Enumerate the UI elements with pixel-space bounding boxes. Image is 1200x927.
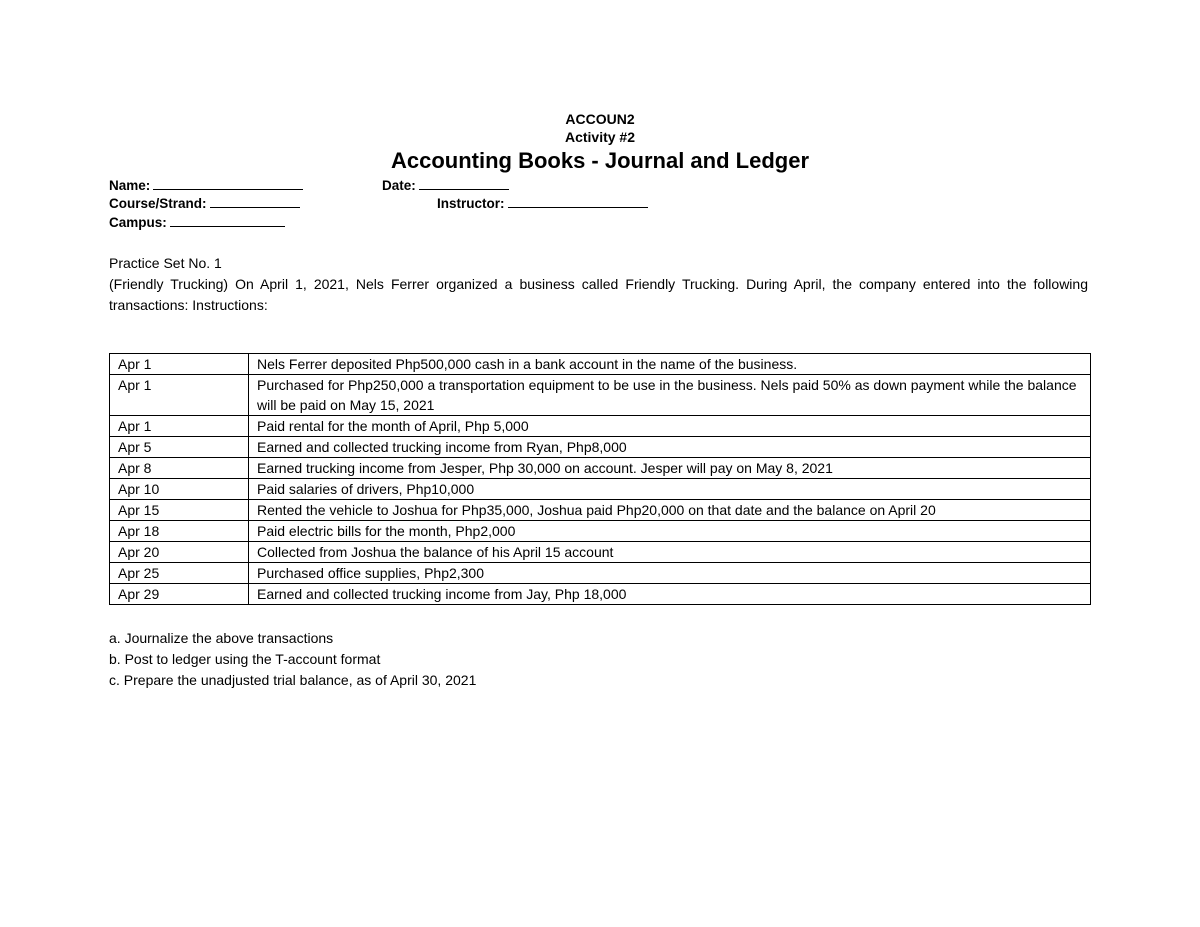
table-row <box>110 437 1091 458</box>
transaction-date: Apr 15 <box>110 500 249 521</box>
name-blank <box>153 176 303 190</box>
transaction-date: Apr 1 <box>110 416 249 437</box>
table-row <box>110 521 1091 542</box>
name-label: Name: <box>109 178 151 193</box>
date-label: Date: <box>382 178 416 193</box>
transaction-date: Apr 10 <box>110 479 249 500</box>
course-strand-blank <box>210 194 300 208</box>
transaction-description: Rented the vehicle to Joshua for Php35,000, Joshua paid Php20,000 on that date and the balance on April 20 <box>249 500 1091 521</box>
problem-description: (Friendly Trucking) On April 1, 2021, Nels Ferrer organized a business called Friendly Trucking. During April, the company entered into the following transactions: Instructions: <box>109 276 1088 313</box>
transaction-description: Purchased for Php250,000 a transportation equipment to be use in the business. Nels paid 50% as down payment while the balance will be paid on May 15, 2021 <box>249 375 1091 416</box>
task-journalize: a. Journalize the above transactions <box>109 630 334 646</box>
instructor-blank <box>508 194 648 208</box>
transaction-date: Apr 25 <box>110 563 249 584</box>
date-field <box>382 176 509 195</box>
table-row <box>110 416 1091 437</box>
table-row <box>110 500 1091 521</box>
transaction-date: Apr 18 <box>110 521 249 542</box>
activity-number: Activity #2 <box>564 129 636 145</box>
transaction-date: Apr 1 <box>110 375 249 416</box>
task-trial-balance: c. Prepare the unadjusted trial balance, as of April 30, 2021 <box>109 672 477 688</box>
course-strand-label: Course/Strand: <box>109 196 207 211</box>
transaction-date: Apr 8 <box>110 458 249 479</box>
table-row <box>110 479 1091 500</box>
transaction-date: Apr 5 <box>110 437 249 458</box>
transaction-description: Earned and collected trucking income from Ryan, Php8,000 <box>249 437 1091 458</box>
transaction-description: Paid electric bills for the month, Php2,000 <box>249 521 1091 542</box>
campus-blank <box>170 213 285 227</box>
transaction-date: Apr 1 <box>110 354 249 375</box>
transaction-date: Apr 29 <box>110 584 249 605</box>
transaction-date: Apr 20 <box>110 542 249 563</box>
page-title: Accounting Books - Journal and Ledger <box>390 148 810 173</box>
campus-label: Campus: <box>109 215 167 230</box>
transaction-description: Paid rental for the month of April, Php 5,000 <box>249 416 1091 437</box>
task-post-ledger: b. Post to ledger using the T-account format <box>109 651 381 667</box>
table-row <box>110 584 1091 605</box>
transaction-description: Collected from Joshua the balance of his April 15 account <box>249 542 1091 563</box>
transaction-description: Earned and collected trucking income from Jay, Php 18,000 <box>249 584 1091 605</box>
campus-field <box>109 213 285 232</box>
instructor-label: Instructor: <box>437 196 505 211</box>
table-row <box>110 375 1091 416</box>
course-code: ACCOUN2 <box>565 111 635 127</box>
transaction-description: Paid salaries of drivers, Php10,000 <box>249 479 1091 500</box>
table-row <box>110 458 1091 479</box>
transaction-description: Nels Ferrer deposited Php500,000 cash in a bank account in the name of the business. <box>249 354 1091 375</box>
name-field <box>109 176 303 195</box>
course-strand-field <box>109 194 300 213</box>
practice-set-label: Practice Set No. 1 <box>109 255 222 271</box>
transactions-table <box>109 353 1091 605</box>
date-blank <box>419 176 509 190</box>
table-row <box>110 354 1091 375</box>
transaction-description: Purchased office supplies, Php2,300 <box>249 563 1091 584</box>
instructor-field <box>437 194 648 213</box>
transaction-description: Earned trucking income from Jesper, Php 30,000 on account. Jesper will pay on May 8, 2021 <box>249 458 1091 479</box>
table-row <box>110 563 1091 584</box>
table-row <box>110 542 1091 563</box>
